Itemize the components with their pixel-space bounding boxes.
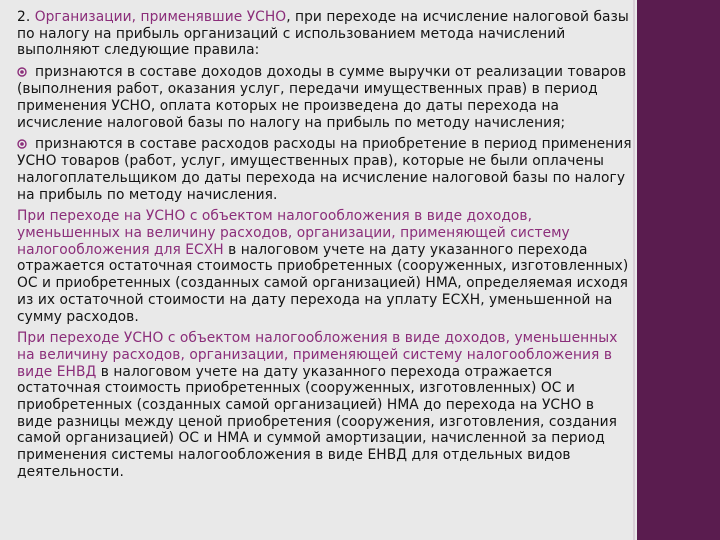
side-band [637, 0, 720, 540]
intro-rest: , при переходе на исчисление налоговой базы по налогу на прибыль организаций с использованием метода начислений выполняют следующие правила: [17, 9, 629, 59]
bullet-text-2: признаются в составе расходов расходы на приобретение в период применения УСНО товаров (работ, услуг, имущественных прав), которые не были оплачены налогоплательщиком до даты перехода на исчисление налоговой базы по налогу на прибыль по методу начисления. [17, 136, 632, 203]
slide-content [17, 9, 633, 486]
bullet-item-1 [17, 64, 633, 131]
circle-bullet-icon [17, 64, 35, 81]
transition-paragraph-envd [17, 330, 633, 480]
intro-subject: Организации, применявшие УСНО [34, 9, 287, 25]
eskhn-accent-text: При переходе на УСНО с объектом налогообложения в виде доходов, уменьшенных на величину расходов, организации, применяющей систему налогообложения для ЕСХН [17, 208, 570, 258]
envd-accent-text: При переходе УСНО с объектом налогообложения в виде доходов, уменьшенных на величину расходов, организации, применяющей систему налогообложения в виде ЕНВД [17, 330, 618, 380]
bullet-item-2 [17, 136, 633, 203]
side-band-divider [633, 0, 635, 540]
envd-body-text: в налоговом учете на дату указанного перехода отражается остаточная стоимость приобретенных (сооруженных, изготовленных) ОС и приобретенных (созданных самой организацией) НМА до перехода на УСНО в виде разницы между ценой приобретения (сооружения, изготовления, создания самой организацией) ОС и НМА и суммой амортизации, начисленной за период применения системы налогообложения в виде ЕНВД для отдельных видов деятельности. [17, 363, 617, 480]
bullet-text-1: признаются в составе доходов доходы в сумме выручки от реализации товаров (выполнения работ, оказания услуг, передачи имущественных прав) в период применения УСНО, оплата которых не произведена до даты перехода на исчисление налоговой базы по налогу на прибыль по методу начисления; [17, 64, 627, 131]
intro-paragraph [17, 9, 633, 59]
eskhn-body-text: в налоговом учете на дату указанного перехода отражается остаточная стоимость приобретенных (сооруженных, изготовленных) ОС и приобретенных (созданных самой организацией) НМА, определяемая исходя из их остаточной стоимости на дату перехода на уплату ЕСХН, уменьшенной на сумму расходов. [17, 241, 629, 325]
intro-prefix: 2. [17, 9, 35, 25]
circle-bullet-icon [17, 136, 35, 153]
transition-paragraph-eskhn [17, 208, 633, 325]
